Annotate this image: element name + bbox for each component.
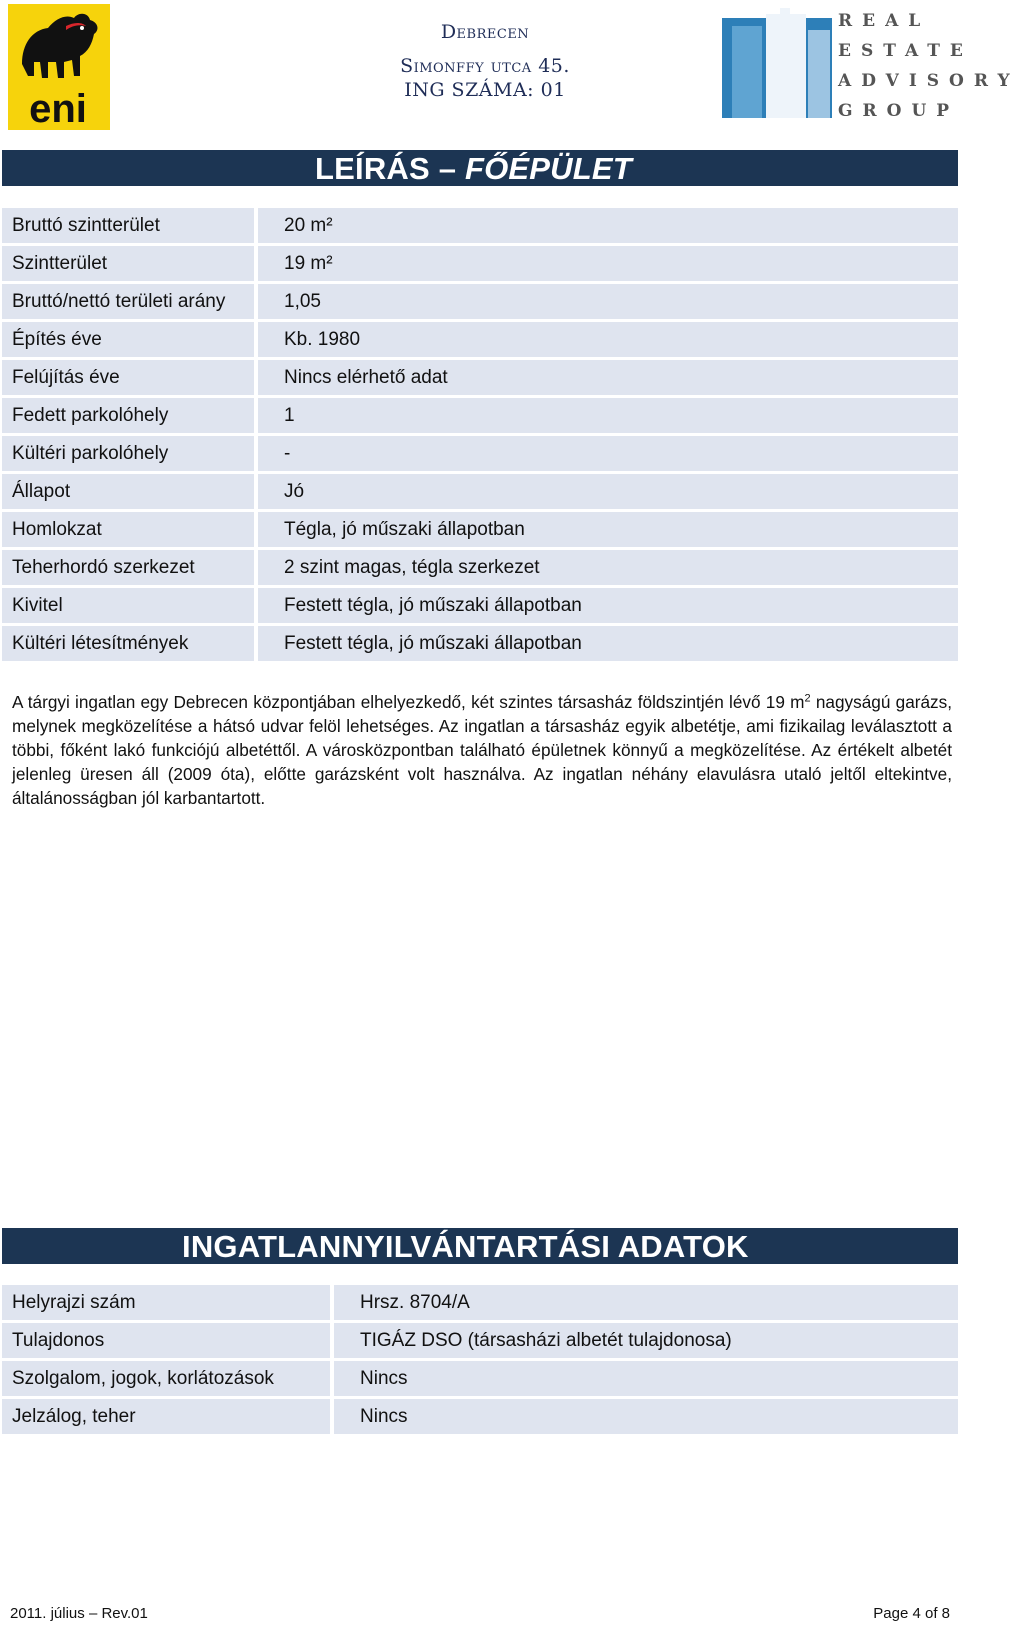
table-row (2, 1399, 958, 1437)
row-value: Kb. 1980 (258, 322, 958, 360)
table-row (2, 1323, 958, 1361)
land-registry-table (2, 1285, 958, 1437)
header-city: Debrecen (440, 21, 530, 43)
table-row (2, 322, 958, 360)
row-value: - (258, 436, 958, 474)
row-value: Festett tégla, jó műszaki állapotban (258, 626, 958, 664)
row-value: Nincs (334, 1361, 958, 1399)
row-value: Festett tégla, jó műszaki állapotban (258, 588, 958, 626)
table-row (2, 626, 958, 664)
footer-date-revision: 2011. július – Rev.01 (10, 1605, 148, 1622)
table-row (2, 474, 958, 512)
header-address: Simonffy utca 45. (400, 55, 570, 77)
svg-text:eni: eni (29, 87, 87, 131)
row-label: Felújítás éve (2, 360, 258, 398)
row-label: Homlokzat (2, 512, 258, 550)
eni-logo (8, 4, 110, 130)
table-row (2, 246, 958, 284)
row-label: Bruttó szintterület (2, 208, 258, 246)
row-value: 1,05 (258, 284, 958, 322)
row-label: Kültéri létesítmények (2, 626, 258, 664)
page-header (0, 0, 1020, 140)
row-label: Teherhordó szerkezet (2, 550, 258, 588)
row-value: 2 szint magas, tégla szerkezet (258, 550, 958, 588)
table-row (2, 360, 958, 398)
row-label: Jelzálog, teher (2, 1399, 334, 1437)
building-properties-table (2, 208, 958, 664)
row-value: Jó (258, 474, 958, 512)
row-value: TIGÁZ DSO (társasházi albetét tulajdonosa) (334, 1323, 958, 1361)
row-label: Szintterület (2, 246, 258, 284)
section-title-description: LEÍRÁS – FŐÉPÜLET (315, 151, 632, 186)
row-label: Szolgalom, jogok, korlátozások (2, 1361, 334, 1399)
row-value: Hrsz. 8704/A (334, 1285, 958, 1323)
row-label: Bruttó/nettó területi arány (2, 284, 258, 322)
row-value: Nincs (334, 1399, 958, 1437)
section-title-registry: INGATLANNYILVÁNTARTÁSI ADATOK (182, 1229, 749, 1264)
row-value: 20 m² (258, 208, 958, 246)
section-title-bar-registry (2, 1228, 958, 1264)
table-row (2, 1285, 958, 1323)
footer-page-number: Page 4 of 8 (873, 1605, 950, 1622)
table-row (2, 512, 958, 550)
table-row (2, 588, 958, 626)
row-label: Állapot (2, 474, 258, 512)
table-row (2, 436, 958, 474)
table-row (2, 1361, 958, 1399)
row-label: Építés éve (2, 322, 258, 360)
table-row (2, 284, 958, 322)
table-row (2, 208, 958, 246)
row-label: Kültéri parkolóhely (2, 436, 258, 474)
row-label: Helyrajzi szám (2, 1285, 334, 1323)
header-address-block (330, 20, 640, 102)
row-value: 19 m² (258, 246, 958, 284)
property-description: A tárgyi ingatlan egy Debrecen központjában elhelyezkedő, két szintes társasház földszintjén lévő 19 $m^2$ nagyságú garázs, melynek megközelítése a hátsó udvar felöl lehetséges. Az ingatlan a társasház egyik albetétje, ami fizikailag leválasztott a többi, főként lakó funkciójú albetéttől. A városközpontban található épületnek könnyű a megközelítése. Az értékelt albetét jelenleg üresen áll (2009 óta), előtte garázsként volt használva. Az ingatlan néhány elavulásra utaló jeltől eltekintve, általánosságban jól karbantartott. (12, 692, 952, 808)
row-value: Tégla, jó műszaki állapotban (258, 512, 958, 550)
rea-wordmark: REAL ESTATE ADVISORY GROUP (838, 11, 1020, 121)
table-row (2, 398, 958, 436)
row-label: Kivitel (2, 588, 258, 626)
row-value: 1 (258, 398, 958, 436)
header-ing-number: ING SZÁMA: 01 (404, 79, 566, 101)
row-label: Fedett parkolóhely (2, 398, 258, 436)
table-row (2, 550, 958, 588)
row-value: Nincs elérhető adat (258, 360, 958, 398)
row-label: Tulajdonos (2, 1323, 334, 1361)
section-title-bar-description (2, 150, 958, 186)
